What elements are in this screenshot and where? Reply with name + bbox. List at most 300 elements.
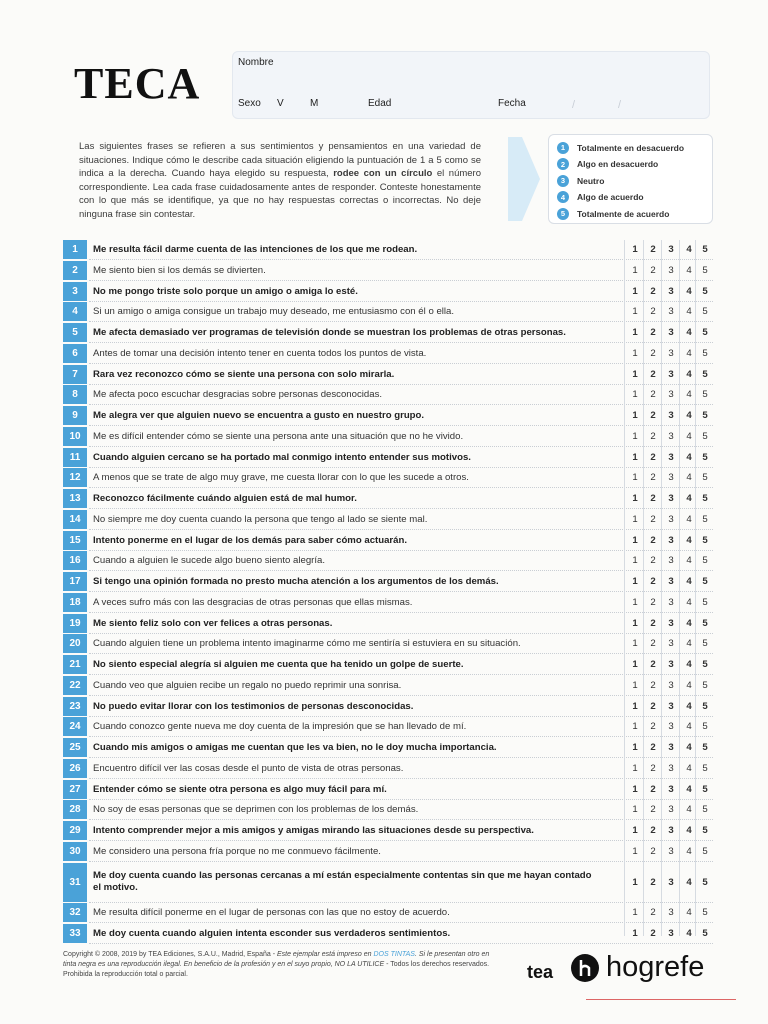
response-option-4[interactable]: 4 — [686, 783, 692, 795]
response-option-5[interactable]: 5 — [702, 451, 708, 463]
response-option-2[interactable]: 2 — [650, 700, 656, 712]
question-text: Me afecta demasiado ver programas de televisión donde se muestran los problemas de otras personas. — [93, 327, 566, 338]
response-option-3[interactable]: 3 — [668, 410, 674, 421]
question-text: Cuando alguien cercano se ha portado mal conmigo intento entender sus motivos. — [93, 451, 471, 463]
response-option-3[interactable]: 3 — [668, 368, 674, 380]
date-separator: / — [618, 99, 622, 111]
question-row — [63, 697, 713, 716]
response-option-1[interactable]: 1 — [632, 928, 638, 939]
sex-option-m[interactable]: M — [310, 98, 319, 109]
question-number: 8 — [63, 385, 87, 404]
question-text: Cuando veo que alguien recibe un regalo no puedo reprimir una sonrisa. — [93, 679, 402, 691]
response-option-2[interactable]: 2 — [650, 368, 656, 380]
response-option-3[interactable]: 3 — [668, 389, 674, 401]
question-row — [63, 614, 713, 633]
age-field[interactable] — [403, 96, 483, 110]
question-number: 22 — [63, 676, 87, 695]
question-row — [63, 282, 713, 301]
response-option-2[interactable]: 2 — [650, 493, 656, 504]
rights-text: - Todos los derechos reservados. Prohibida la reproducción total o parcial. — [63, 961, 490, 978]
response-scale — [625, 302, 713, 321]
question-number: 30 — [63, 842, 87, 861]
question-number: 20 — [63, 634, 87, 653]
response-option-3[interactable]: 3 — [668, 679, 674, 691]
response-scale — [625, 593, 713, 612]
question-text: Rara vez reconozco cómo se siente una persona con solo mirarla. — [93, 368, 395, 380]
legend-item — [557, 206, 669, 221]
response-option-1[interactable]: 1 — [632, 430, 638, 442]
response-option-2[interactable]: 2 — [650, 306, 656, 318]
response-option-1[interactable]: 1 — [632, 555, 638, 567]
response-option-4[interactable]: 4 — [686, 825, 692, 836]
response-option-4[interactable]: 4 — [686, 493, 692, 504]
response-option-3[interactable]: 3 — [668, 617, 674, 629]
response-scale — [625, 614, 713, 633]
response-option-4[interactable]: 4 — [686, 347, 692, 359]
response-option-3[interactable]: 3 — [668, 576, 674, 587]
response-option-2[interactable]: 2 — [650, 825, 656, 836]
question-text: Me doy cuenta cuando las personas cercanas a mí están especialmente contentas sin que me hayan contado el motivo. — [93, 870, 592, 893]
question-row — [63, 821, 713, 840]
question-text: Entender cómo se siente otra persona es algo muy fácil para mí. — [93, 783, 387, 795]
response-scale — [625, 406, 713, 425]
response-option-2[interactable]: 2 — [650, 659, 656, 670]
response-option-3[interactable]: 3 — [668, 451, 674, 463]
response-option-3[interactable]: 3 — [668, 638, 674, 650]
response-option-5[interactable]: 5 — [702, 264, 708, 276]
question-number: 27 — [63, 780, 87, 799]
response-scale — [625, 282, 713, 301]
response-option-5[interactable]: 5 — [702, 347, 708, 359]
response-option-2[interactable]: 2 — [650, 679, 656, 691]
response-option-1[interactable]: 1 — [632, 264, 638, 276]
response-option-1[interactable]: 1 — [632, 306, 638, 318]
response-option-3[interactable]: 3 — [668, 721, 674, 733]
response-option-1[interactable]: 1 — [632, 472, 638, 484]
response-option-1[interactable]: 1 — [632, 327, 638, 338]
response-option-2[interactable]: 2 — [650, 617, 656, 629]
question-row — [63, 572, 713, 591]
response-option-5[interactable]: 5 — [702, 493, 708, 504]
response-option-4[interactable]: 4 — [686, 721, 692, 733]
name-field[interactable] — [303, 60, 699, 72]
legend-label: Algo de acuerdo — [577, 192, 644, 202]
response-option-4[interactable]: 4 — [686, 513, 692, 525]
response-option-4[interactable]: 4 — [686, 327, 692, 338]
response-scale — [625, 717, 713, 736]
response-option-2[interactable]: 2 — [650, 762, 656, 774]
legend-label: Totalmente de acuerdo — [577, 208, 670, 219]
question-text: Me alegra ver que alguien nuevo se encuentra a gusto en nuestro grupo. — [93, 410, 425, 421]
response-option-1[interactable]: 1 — [632, 617, 638, 629]
response-option-2[interactable]: 2 — [650, 513, 656, 525]
response-option-2[interactable]: 2 — [650, 410, 656, 421]
response-option-4[interactable]: 4 — [686, 659, 692, 670]
response-option-4[interactable]: 4 — [686, 430, 692, 442]
name-label: Nombre — [238, 57, 274, 68]
response-option-4[interactable]: 4 — [686, 368, 692, 380]
question-row — [63, 676, 713, 695]
question-text: No me pongo triste solo porque un amigo o amiga lo esté. — [93, 285, 358, 297]
legend-item — [557, 157, 658, 172]
response-option-3[interactable]: 3 — [668, 264, 674, 276]
response-option-3[interactable]: 3 — [668, 876, 674, 888]
legend-label: Neutro — [577, 175, 605, 186]
response-option-1[interactable]: 1 — [632, 659, 638, 670]
question-row — [63, 759, 713, 778]
response-option-2[interactable]: 2 — [650, 721, 656, 733]
response-option-1[interactable]: 1 — [632, 368, 638, 380]
response-option-4[interactable]: 4 — [686, 285, 692, 297]
printed-note: Este ejemplar está impreso en — [276, 951, 374, 958]
question-text: No puedo evitar llorar con los testimonios de personas desconocidas. — [93, 700, 414, 712]
response-scale — [625, 738, 713, 757]
response-option-5[interactable]: 5 — [702, 244, 708, 255]
response-option-2[interactable]: 2 — [650, 347, 656, 359]
response-option-5[interactable]: 5 — [702, 306, 708, 318]
sex-label: Sexo — [238, 98, 261, 109]
response-option-1[interactable]: 1 — [632, 596, 638, 608]
question-number: 14 — [63, 510, 87, 529]
response-option-3[interactable]: 3 — [668, 783, 674, 795]
response-option-2[interactable]: 2 — [650, 285, 656, 297]
hogrefe-emblem-icon — [570, 953, 600, 983]
response-option-4[interactable]: 4 — [686, 638, 692, 650]
question-text: No siento especial alegría si alguien me cuenta que ha tenido un golpe de suerte. — [93, 659, 464, 670]
age-label: Edad — [368, 98, 392, 109]
response-option-3[interactable]: 3 — [668, 596, 674, 608]
instructions-bold: rodee con un círculo — [333, 168, 433, 180]
response-option-2[interactable]: 2 — [650, 783, 656, 795]
response-option-4[interactable]: 4 — [686, 762, 692, 774]
teca-logo: TECA — [74, 59, 201, 108]
response-option-1[interactable]: 1 — [632, 451, 638, 463]
response-option-5[interactable]: 5 — [702, 804, 708, 816]
question-number: 12 — [63, 468, 87, 487]
response-option-5[interactable]: 5 — [702, 742, 708, 753]
legend-number: 1 — [557, 142, 569, 154]
question-row — [63, 780, 713, 799]
response-option-1[interactable]: 1 — [632, 876, 638, 888]
response-scale — [625, 800, 713, 819]
response-option-2[interactable]: 2 — [650, 264, 656, 276]
response-option-5[interactable]: 5 — [702, 617, 708, 629]
hogrefe-logo-text: hogrefe — [606, 951, 705, 983]
response-scale — [625, 697, 713, 716]
response-scale — [625, 531, 713, 550]
response-option-1[interactable]: 1 — [632, 700, 638, 712]
arrow-right-icon — [495, 134, 545, 224]
column-divider — [624, 240, 625, 936]
response-option-2[interactable]: 2 — [650, 576, 656, 587]
response-option-4[interactable]: 4 — [686, 472, 692, 484]
response-option-1[interactable]: 1 — [632, 576, 638, 587]
response-option-3[interactable]: 3 — [668, 742, 674, 753]
response-option-3[interactable]: 3 — [668, 347, 674, 359]
response-option-1[interactable]: 1 — [632, 804, 638, 816]
response-option-5[interactable]: 5 — [702, 876, 708, 888]
response-scale — [625, 365, 713, 384]
response-option-1[interactable]: 1 — [632, 389, 638, 401]
response-option-5[interactable]: 5 — [702, 513, 708, 525]
question-number: 19 — [63, 614, 87, 633]
response-option-1[interactable]: 1 — [632, 783, 638, 795]
response-option-3[interactable]: 3 — [668, 845, 674, 857]
response-option-3[interactable]: 3 — [668, 244, 674, 255]
response-option-5[interactable]: 5 — [702, 389, 708, 401]
legend-item — [557, 173, 604, 188]
instructions-text — [79, 140, 481, 222]
question-text: Encuentro difícil ver las cosas desde el punto de vista de otras personas. — [93, 762, 404, 774]
response-scale — [625, 634, 713, 653]
question-number: 16 — [63, 551, 87, 570]
response-option-4[interactable]: 4 — [686, 306, 692, 318]
response-option-5[interactable]: 5 — [702, 700, 708, 712]
response-option-4[interactable]: 4 — [686, 576, 692, 587]
question-number: 26 — [63, 759, 87, 778]
response-scale — [625, 842, 713, 861]
response-option-5[interactable]: 5 — [702, 285, 708, 297]
response-option-5[interactable]: 5 — [702, 430, 708, 442]
legend-number: 4 — [557, 191, 569, 203]
response-option-3[interactable]: 3 — [668, 430, 674, 442]
response-scale — [625, 344, 713, 363]
response-option-3[interactable]: 3 — [668, 762, 674, 774]
printed-accent: DOS TINTAS — [373, 951, 415, 958]
response-option-5[interactable]: 5 — [702, 845, 708, 857]
response-option-4[interactable]: 4 — [686, 451, 692, 463]
response-option-3[interactable]: 3 — [668, 306, 674, 318]
question-number: 24 — [63, 717, 87, 736]
response-option-2[interactable]: 2 — [650, 638, 656, 650]
question-number: 6 — [63, 344, 87, 363]
question-number: 21 — [63, 655, 87, 674]
instructions-part-2: el número correspondiente. Lea cada frase cuidadosamente antes de responder. Conteste honestamente con lo que más se identifique, ya que no hay respuestas correctas o incorrectas. No deje ninguna frase sin contestar. — [79, 168, 482, 220]
question-row — [63, 717, 713, 736]
response-option-4[interactable]: 4 — [686, 264, 692, 276]
question-row — [63, 323, 713, 342]
response-option-4[interactable]: 4 — [686, 845, 692, 857]
response-option-3[interactable]: 3 — [668, 928, 674, 939]
response-option-5[interactable]: 5 — [702, 721, 708, 733]
response-option-5[interactable]: 5 — [702, 534, 708, 546]
question-text: Me resulta fácil darme cuenta de las intenciones de los que me rodean. — [93, 244, 418, 255]
response-scale — [625, 323, 713, 342]
response-option-1[interactable]: 1 — [632, 742, 638, 753]
response-option-4[interactable]: 4 — [686, 555, 692, 567]
response-scale — [625, 821, 713, 840]
tea-logo — [522, 954, 558, 986]
response-option-4[interactable]: 4 — [686, 804, 692, 816]
response-option-4[interactable]: 4 — [686, 907, 692, 919]
response-option-4[interactable]: 4 — [686, 700, 692, 712]
response-option-1[interactable]: 1 — [632, 534, 638, 546]
question-row — [63, 468, 713, 487]
response-option-2[interactable]: 2 — [650, 928, 656, 939]
question-row — [63, 406, 713, 425]
response-option-1[interactable]: 1 — [632, 244, 638, 255]
response-option-4[interactable]: 4 — [686, 617, 692, 629]
response-option-3[interactable]: 3 — [668, 825, 674, 836]
response-option-3[interactable]: 3 — [668, 534, 674, 546]
response-option-5[interactable]: 5 — [702, 825, 708, 836]
legend-item — [557, 140, 684, 155]
response-option-3[interactable]: 3 — [668, 700, 674, 712]
question-number: 11 — [63, 448, 87, 467]
sex-option-v[interactable]: V — [277, 98, 284, 109]
response-option-5[interactable]: 5 — [702, 410, 708, 421]
response-option-3[interactable]: 3 — [668, 659, 674, 670]
question-text: Cuando alguien tiene un problema intento imaginarme cómo me sentiría si estuviera en su situación. — [93, 638, 521, 650]
footer-rule — [586, 999, 736, 1000]
response-option-2[interactable]: 2 — [650, 555, 656, 567]
response-option-2[interactable]: 2 — [650, 472, 656, 484]
legend-number: 3 — [557, 175, 569, 187]
response-scale — [625, 510, 713, 529]
question-number: 31 — [63, 863, 87, 902]
column-divider — [679, 240, 680, 936]
response-option-1[interactable]: 1 — [632, 410, 638, 421]
question-number: 29 — [63, 821, 87, 840]
question-row — [63, 344, 713, 363]
response-scale — [625, 551, 713, 570]
question-row — [63, 800, 713, 819]
response-scale — [625, 676, 713, 695]
response-option-5[interactable]: 5 — [702, 928, 708, 939]
question-number: 5 — [63, 323, 87, 342]
response-option-3[interactable]: 3 — [668, 804, 674, 816]
question-text: Cuando conozco gente nueva me doy cuenta de la impresión que se han llevado de mí. — [93, 721, 467, 733]
response-option-4[interactable]: 4 — [686, 534, 692, 546]
question-text: Cuando a alguien le sucede algo bueno siento alegría. — [93, 555, 326, 567]
question-number: 23 — [63, 697, 87, 716]
response-option-5[interactable]: 5 — [702, 555, 708, 567]
response-option-2[interactable]: 2 — [650, 389, 656, 401]
response-option-2[interactable]: 2 — [650, 742, 656, 753]
response-option-5[interactable]: 5 — [702, 659, 708, 670]
response-option-5[interactable]: 5 — [702, 762, 708, 774]
response-option-5[interactable]: 5 — [702, 638, 708, 650]
response-option-1[interactable]: 1 — [632, 347, 638, 359]
response-option-4[interactable]: 4 — [686, 410, 692, 421]
legend-number: 2 — [557, 158, 569, 170]
question-text: Me siento feliz solo con ver felices a otras personas. — [93, 617, 333, 629]
response-option-5[interactable]: 5 — [702, 783, 708, 795]
question-text: Reconozco fácilmente cuándo alguien está de mal humor. — [93, 493, 357, 504]
response-option-3[interactable]: 3 — [668, 472, 674, 484]
question-number: 1 — [63, 240, 87, 259]
response-option-5[interactable]: 5 — [702, 596, 708, 608]
response-legend — [548, 134, 713, 224]
response-scale — [625, 448, 713, 467]
question-row — [63, 903, 713, 922]
question-number: 10 — [63, 427, 87, 446]
response-scale — [625, 863, 713, 902]
response-option-1[interactable]: 1 — [632, 285, 638, 297]
question-number: 15 — [63, 531, 87, 550]
response-option-2[interactable]: 2 — [650, 327, 656, 338]
response-option-5[interactable]: 5 — [702, 368, 708, 380]
response-option-1[interactable]: 1 — [632, 721, 638, 733]
question-row — [63, 385, 713, 404]
response-option-1[interactable]: 1 — [632, 493, 638, 504]
response-option-1[interactable]: 1 — [632, 845, 638, 857]
column-divider — [695, 240, 696, 936]
question-text: Me resulta difícil ponerme en el lugar de personas con las que no estoy de acuerdo. — [93, 907, 450, 919]
question-text: Me afecta poco escuchar desgracias sobre personas desconocidas. — [93, 389, 383, 401]
response-option-1[interactable]: 1 — [632, 679, 638, 691]
response-option-1[interactable]: 1 — [632, 907, 638, 919]
question-row — [63, 510, 713, 529]
response-option-5[interactable]: 5 — [702, 472, 708, 484]
row-divider — [89, 943, 713, 944]
response-option-3[interactable]: 3 — [668, 555, 674, 567]
question-number: 2 — [63, 261, 87, 280]
response-option-1[interactable]: 1 — [632, 762, 638, 774]
response-scale — [625, 468, 713, 487]
response-option-5[interactable]: 5 — [702, 679, 708, 691]
response-option-5[interactable]: 5 — [702, 327, 708, 338]
response-option-5[interactable]: 5 — [702, 576, 708, 587]
question-row — [63, 302, 713, 321]
question-number: 9 — [63, 406, 87, 425]
question-row — [63, 365, 713, 384]
response-option-4[interactable]: 4 — [686, 596, 692, 608]
response-option-3[interactable]: 3 — [668, 513, 674, 525]
response-option-5[interactable]: 5 — [702, 907, 708, 919]
response-option-2[interactable]: 2 — [650, 907, 656, 919]
response-option-2[interactable]: 2 — [650, 596, 656, 608]
response-scale — [625, 427, 713, 446]
response-scale — [625, 655, 713, 674]
response-option-2[interactable]: 2 — [650, 430, 656, 442]
response-option-2[interactable]: 2 — [650, 845, 656, 857]
response-option-2[interactable]: 2 — [650, 244, 656, 255]
legend-number: 5 — [557, 208, 569, 220]
question-text: Si un amigo o amiga consigue un trabajo muy deseado, me entusiasmo con él o ella. — [93, 306, 455, 318]
date-label: Fecha — [498, 98, 526, 109]
question-row — [63, 448, 713, 467]
response-option-3[interactable]: 3 — [668, 493, 674, 504]
response-option-1[interactable]: 1 — [632, 513, 638, 525]
instructions-part-1: Las siguientes frases se refieren a sus sentimientos y pensamientos en una variedad de situaciones. Indique cómo le describe cada situación eligiendo la puntuación de 1 a 5 como se indica a la derecha. Cuando haya elegido su respuesta, — [79, 141, 481, 180]
response-option-3[interactable]: 3 — [668, 327, 674, 338]
tea-logo-text: tea — [526, 962, 554, 982]
response-option-4[interactable]: 4 — [686, 244, 692, 255]
response-scale — [625, 240, 713, 259]
response-option-3[interactable]: 3 — [668, 907, 674, 919]
question-row — [63, 551, 713, 570]
question-text: Si tengo una opinión formada no presto mucha atención a los argumentos de los demás. — [93, 576, 499, 587]
response-option-4[interactable]: 4 — [686, 389, 692, 401]
question-number: 28 — [63, 800, 87, 819]
response-option-4[interactable]: 4 — [686, 876, 692, 888]
response-option-2[interactable]: 2 — [650, 876, 656, 888]
response-option-1[interactable]: 1 — [632, 825, 638, 836]
response-option-4[interactable]: 4 — [686, 928, 692, 939]
response-option-2[interactable]: 2 — [650, 451, 656, 463]
response-option-2[interactable]: 2 — [650, 534, 656, 546]
response-option-2[interactable]: 2 — [650, 804, 656, 816]
question-number: 33 — [63, 924, 87, 943]
question-text: A veces sufro más con las desgracias de otras personas que ellas mismas. — [93, 596, 413, 608]
question-text: Me considero una persona fría porque no me conmuevo fácilmente. — [93, 845, 381, 857]
response-option-4[interactable]: 4 — [686, 742, 692, 753]
response-option-3[interactable]: 3 — [668, 285, 674, 297]
response-option-1[interactable]: 1 — [632, 638, 638, 650]
response-option-4[interactable]: 4 — [686, 679, 692, 691]
question-number: 17 — [63, 572, 87, 591]
